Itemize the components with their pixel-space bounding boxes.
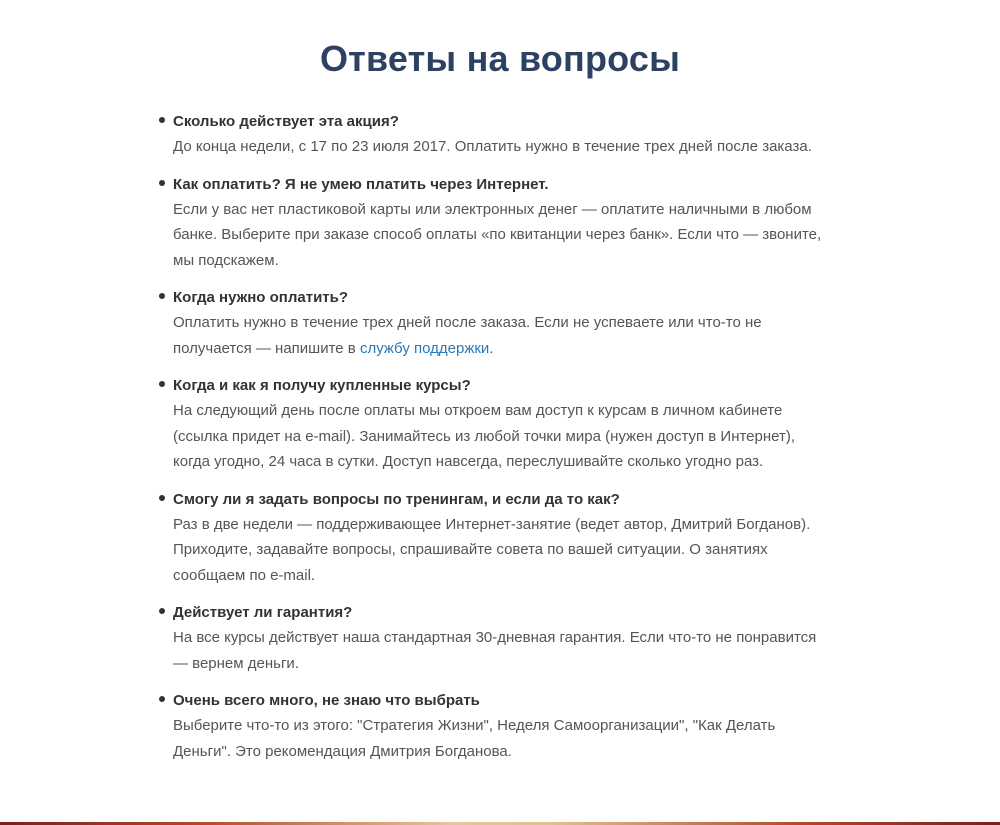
faq-question: Как оплатить? Я не умею платить через Интернет. <box>173 175 549 193</box>
faq-answer: До конца недели, с 17 по 23 июля 2017. Оплатить нужно в течение трех дней после заказа. <box>173 138 812 155</box>
faq-answer: Раз в две недели — поддерживающее Интернет-занятие (ведет автор, Дмитрий Богданов). Приходите, задавайте вопросы, спрашивайте совета по вашей ситуации. О занятиях сообщаем по e-mail. <box>173 515 811 584</box>
faq-item-what-to-choose <box>173 688 833 764</box>
faq-question: Сколько действует эта акция? <box>173 113 399 130</box>
faq-item-course-access <box>173 373 833 475</box>
faq-answer <box>173 310 833 361</box>
faq-item-promo-duration <box>173 109 833 160</box>
faq-item-how-to-pay <box>173 172 833 274</box>
faq-item-when-to-pay <box>173 285 833 361</box>
faq-item-ask-questions <box>173 487 833 589</box>
faq-item-guarantee <box>173 600 833 676</box>
faq-question: Действует ли гарантия? <box>173 604 353 621</box>
faq-answer: На следующий день после оплаты мы откроем вам доступ к курсам в личном кабинете (ссылка придет на e-mail). Занимайтесь из любой точки мира (нужен доступ в Интернет), когда угодно, 24 часа в сутки. Доступ навсегда, переслушивайте сколько угодно раз. <box>173 402 796 470</box>
faq-answer: Выберите что-то из этого: "Стратегия Жизни", Неделя Самоорганизации", "Как Делать Деньги". Это рекомендация Дмитрия Богданова. <box>173 717 776 760</box>
faq-answer-text-end: . <box>489 339 494 357</box>
page-title: Ответы на вопросы <box>319 38 681 79</box>
support-link[interactable]: службу поддержки <box>359 339 490 357</box>
faq-list <box>173 109 833 776</box>
faq-question: Очень всего много, не знаю что выбрать <box>173 692 480 709</box>
faq-question: Когда нужно оплатить? <box>173 289 349 306</box>
faq-answer-text: Оплатить нужно в течение трех дней после заказа. Если не успеваете или что-то не получается — напишите в <box>173 314 762 357</box>
faq-question: Когда и как я получу купленные курсы? <box>173 377 471 394</box>
faq-answer: На все курсы действует наша стандартная 30-дневная гарантия. Если что-то не понравится — вернем деньги. <box>173 629 817 672</box>
faq-question: Смогу ли я задать вопросы по тренингам, и если да то как? <box>173 490 620 508</box>
faq-answer: Если у вас нет пластиковой карты или электронных денег — оплатите наличными в любом банке. Выберите при заказе способ оплаты «по квитанции через банк». Если что — звоните, мы подскажем. <box>173 200 822 269</box>
